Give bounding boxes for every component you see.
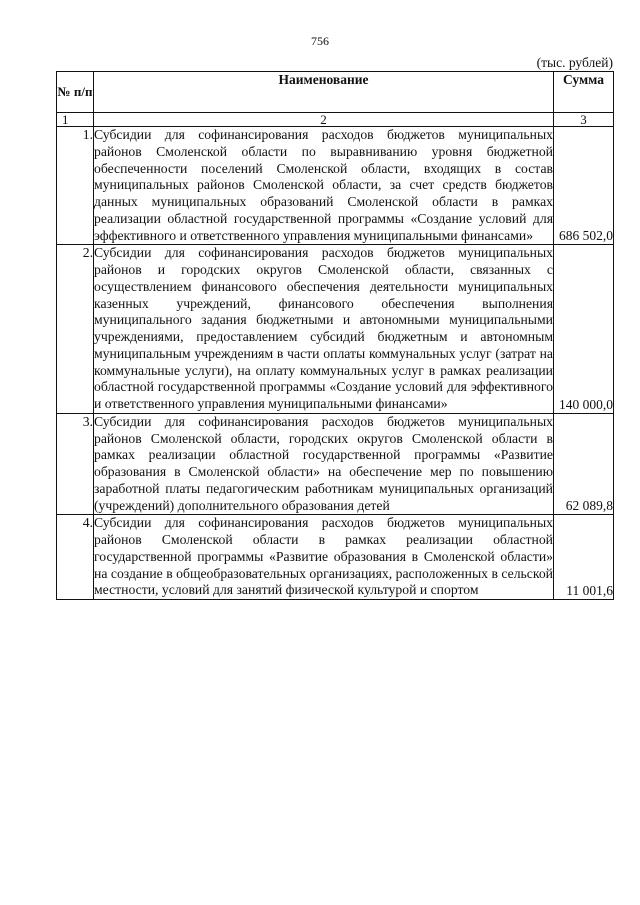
column-index: 3: [554, 113, 614, 127]
row-number: 2.: [57, 245, 94, 414]
table-row: [57, 245, 614, 414]
units-label: (тыс. рублей): [536, 55, 613, 70]
row-name: Субсидии для софинансирования расходов бюджетов муниципальных районов Смоленской области в рамках реализации областной государственной программы «Развитие образования в Смоленской области» на создание в общеобразовательных организациях, расположенных в сельской местности, условий для занятий физической культурой и спортом: [94, 515, 554, 600]
header-number: № п/п: [57, 72, 94, 113]
row-sum: 11 001,6: [554, 515, 614, 600]
row-name: Субсидии для софинансирования расходов бюджетов муниципальных районов и городских округов Смоленской области, связанных с осуществлением финансового обеспечения деятельности муниципальных казенных учреждений, финансового обеспечения выполнения муниципального задания бюджетными и автономными муниципальными учреждениями, предоставлением субсидий бюджетным и автономным муниципальным учреждениям в части оплаты коммунальных услуг (затрат на коммунальные услуги), на оплату коммунальных услуг в рамках реализации областной государственной программы «Создание условий для эффективного и ответственного управления муниципальными финансами»: [94, 245, 554, 414]
column-index-row: [57, 113, 614, 127]
row-name: Субсидии для софинансирования расходов бюджетов муниципальных районов Смоленской области по выравниванию уровня бюджетной обеспеченности поселений Смоленской области, входящих в состав муниципальных районов Смоленской области, за счет средств бюджетов данных муниципальных образований Смоленской области в рамках реализации областной государственной программы «Создание условий для эффективного и ответственного управления муниципальными финансами»: [94, 127, 554, 245]
table-row: [57, 413, 614, 515]
row-number: 4.: [57, 515, 94, 600]
row-sum: 140 000,0: [554, 245, 614, 414]
row-number: 1.: [57, 127, 94, 245]
table-row: [57, 127, 614, 245]
row-sum: 62 089,8: [554, 413, 614, 515]
column-index: 2: [94, 113, 554, 127]
row-number: 3.: [57, 413, 94, 515]
header-name: Наименование: [94, 72, 554, 113]
header-sum: Сумма: [554, 72, 614, 113]
row-name: Субсидии для софинансирования расходов бюджетов муниципальных районов Смоленской области, городских округов Смоленской области в рамках реализации областной государственной программы «Развитие образования в Смоленской области» на обеспечение мер по повышению заработной платы педагогическим работникам муниципальных организаций (учреждений) дополнительного образования детей: [94, 413, 554, 515]
table-row: [57, 515, 614, 600]
column-index: 1: [57, 113, 94, 127]
table-header-row: [57, 72, 614, 113]
page-number: 756: [311, 34, 329, 48]
subsidies-table: [56, 71, 614, 600]
row-sum: 686 502,0: [554, 127, 614, 245]
